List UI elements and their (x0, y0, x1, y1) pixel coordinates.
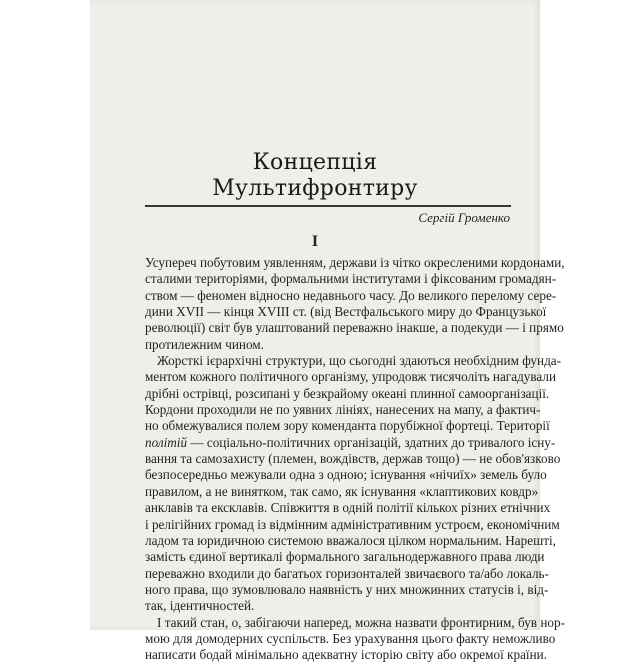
text-line: замість єдиної вертикалі формального загальнодержавного права люди (145, 549, 545, 565)
text-line: Кордони проходили не по уявних лініях, нанесених на мапу, а фактич- (145, 402, 541, 418)
text-line: протилежним чином. (145, 336, 264, 352)
text-line: ством — феномен відносно недавнього часу. До великого перелому сере- (145, 287, 557, 303)
text-line: безпосередньо межували одна з одною; існування «нічиїх» земель було (145, 467, 547, 483)
text-line: вання та самозахисту (племен, вождівств, держав тощо) — не обов'язково (145, 451, 561, 467)
text-line: дрібні острівці, розсипані у безкрайому океані плинної самоорганізації. (145, 385, 550, 401)
text-line: но обмежувалися полем зору коменданта порубіжної фортеці. Території (145, 418, 550, 434)
text-line: ладом та юридичною системою вважалося цілком нормальним. Нарешті, (145, 532, 556, 548)
text-line: написати бодай мінімально адекватну історію світу або окремої країни. (145, 647, 547, 663)
section-number: I (311, 233, 319, 250)
text-line: Усупереч побутовим уявленням, держави із чітко окресленими кордонами, (145, 255, 565, 270)
chapter-title-line-2: Мультифронтиру (212, 176, 418, 201)
text-line: так, ідентичностей. (145, 598, 255, 614)
title-divider (145, 205, 511, 207)
text-line: сталими територіями, формальними інститутами і фіксованим громадян- (145, 271, 557, 287)
text-line: дини XVII — кінця XVIII ст. (від Вестфальського миру до Французької (145, 304, 547, 320)
text-line: і релігійних громад із відмінним адміністративним устроєм, економічним (145, 516, 560, 532)
text-line: революції) світ був улаштований переважно інакше, а подекуди — і прямо (145, 320, 564, 336)
text-line: переважно входили до багатьох горизонталей звичаєвого та/або локаль- (145, 565, 549, 581)
text-line: політій — соціально-політичних організацій, здатних до тривалого існу- (145, 434, 556, 450)
text-line: ного права, що зумовлювало наявність у них множинних статусів і, від- (145, 581, 549, 597)
text-line: І такий стан, о, забігаючи наперед, можна назвати фронтирним, був нор- (157, 614, 565, 630)
text-line: анклавів та ексклавів. Співжиття в одній політії кількох різних етнічних (145, 500, 551, 516)
text-line: ментом кожного політичного організму, упродовж тисячоліть нагадували (145, 369, 557, 385)
body-text (145, 255, 565, 664)
text-line: правилом, а не винятком, так само, як існування «клаптикових ковдр» (145, 483, 539, 499)
chapter-title-line-1: Концепція (252, 150, 378, 175)
author-name: Сергій Громенко (418, 210, 510, 225)
text-line: мою для домодерних суспільств. Без урахування цього факту неможливо (145, 630, 556, 646)
text-line: Жорсткі ієрархічні структури, що сьогодні здаються необхідним фунда- (157, 353, 562, 369)
